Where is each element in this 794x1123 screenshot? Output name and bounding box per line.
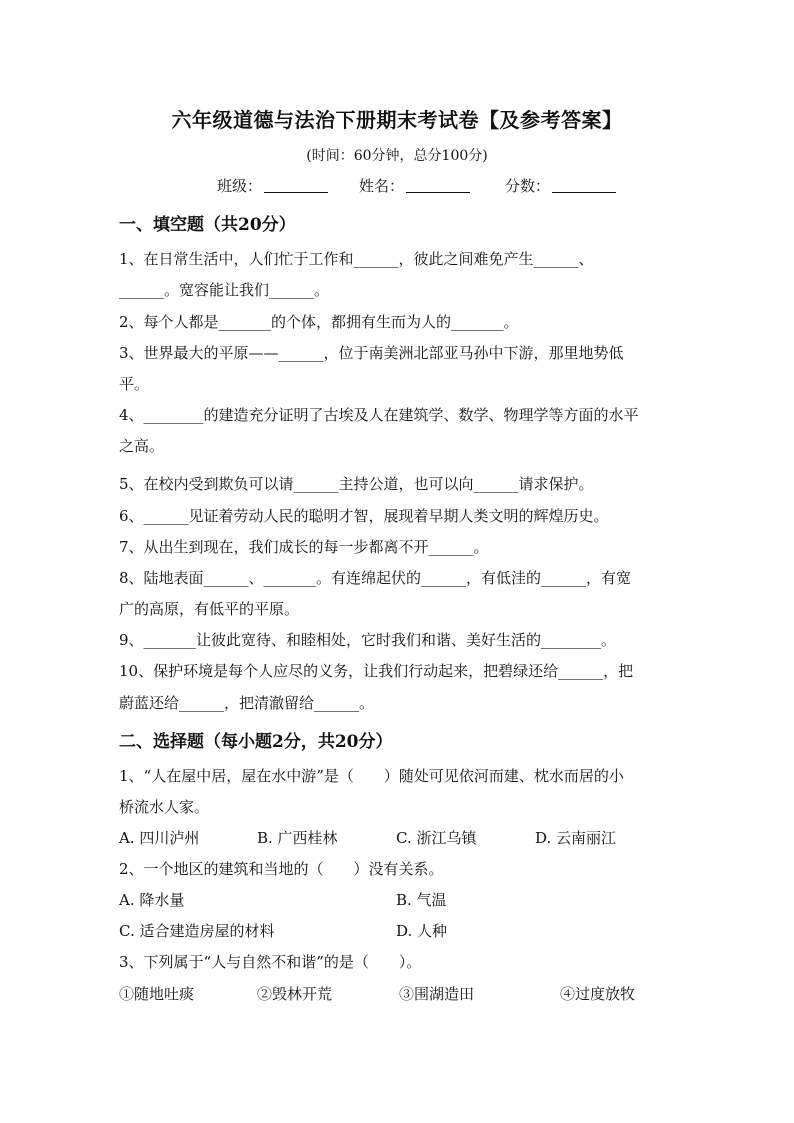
answer-option: B. 广西桂林 [257,829,338,847]
question-stem: 2、一个地区的建筑和当地的（ ）没有关系。 [119,860,444,878]
question-line: 蔚蓝还给______，把清澈留给______。 [119,694,375,712]
question-stem: 1、“人在屋中居，屋在水中游”是（ ）随处可见依河而建、枕水而居的小 [119,767,624,785]
question-line: 2、每个人都是_______的个体，都拥有生而为人的_______。 [119,313,519,331]
section-heading-fill-in: 一、填空题（共20分） [119,215,296,235]
question-line: 10、保护环境是每个人应尽的义务，让我们行动起来，把碧绿还给______，把 [119,662,634,680]
question-line: 6、______见证着劳动人民的聪明才智，展现着早期人类文明的辉煌历史。 [119,507,609,525]
question-line: 5、在校内受到欺负可以请______主持公道，也可以向______请求保护。 [119,475,594,493]
exam-title: 六年级道德与法治下册期末考试卷【及参考答案】 [171,108,623,132]
question-line: 平。 [119,375,150,393]
answer-option: D. 人种 [396,922,448,940]
question-stem: 3、下列属于“人与自然不和谐”的是（ ）。 [119,953,422,971]
question-line: 9、_______让彼此宽待、和睦相处，它时我们和谐、美好生活的________。 [119,631,617,649]
question-line: 7、从出生到现在，我们成长的每一步都离不开______。 [119,538,489,556]
question-line: ______。宽容能让我们______。 [119,281,330,299]
answer-option: ②毁林开荒 [257,985,333,1003]
score-blank [552,178,616,193]
question-line: 8、陆地表面______、_______。有连绵起伏的______，有低洼的______，有宽 [119,569,632,587]
score-label: 分数： [505,177,551,195]
answer-option: C. 浙江乌镇 [396,829,477,847]
name-field [359,175,470,196]
question-line: 4、________的建造充分证明了古埃及人在建筑学、数学、物理学等方面的水平 [119,406,639,424]
answer-option: A. 四川泸州 [119,829,200,847]
answer-option: B. 气温 [396,891,447,909]
question-line: 1、在日常生活中，人们忙于工作和______，彼此之间难免产生______、 [119,250,594,268]
answer-option: C. 适合建造房屋的材料 [119,922,275,940]
class-field [217,175,328,196]
answer-option: ①随地吐痰 [119,985,195,1003]
name-label: 姓名： [359,177,405,195]
question-line: 3、世界最大的平原——______，位于南美洲北部亚马孙中下游，那里地势低 [119,344,624,362]
answer-option: A. 降水量 [119,891,185,909]
question-line: 之高。 [119,437,165,455]
exam-subtitle: (时间：60分钟，总分100分) [306,148,488,164]
question-line: 广的高原，有低平的平原。 [119,600,300,618]
class-blank [264,178,328,193]
answer-option: D. 云南丽江 [535,829,617,847]
score-field [505,175,616,196]
answer-option: ③围湖造田 [399,985,475,1003]
answer-option: ④过度放牧 [560,985,636,1003]
question-stem: 桥流水人家。 [119,798,210,816]
section-heading-multiple-choice: 二、选择题（每小题2分，共20分） [119,732,393,752]
name-blank [406,178,470,193]
class-label: 班级： [217,177,263,195]
